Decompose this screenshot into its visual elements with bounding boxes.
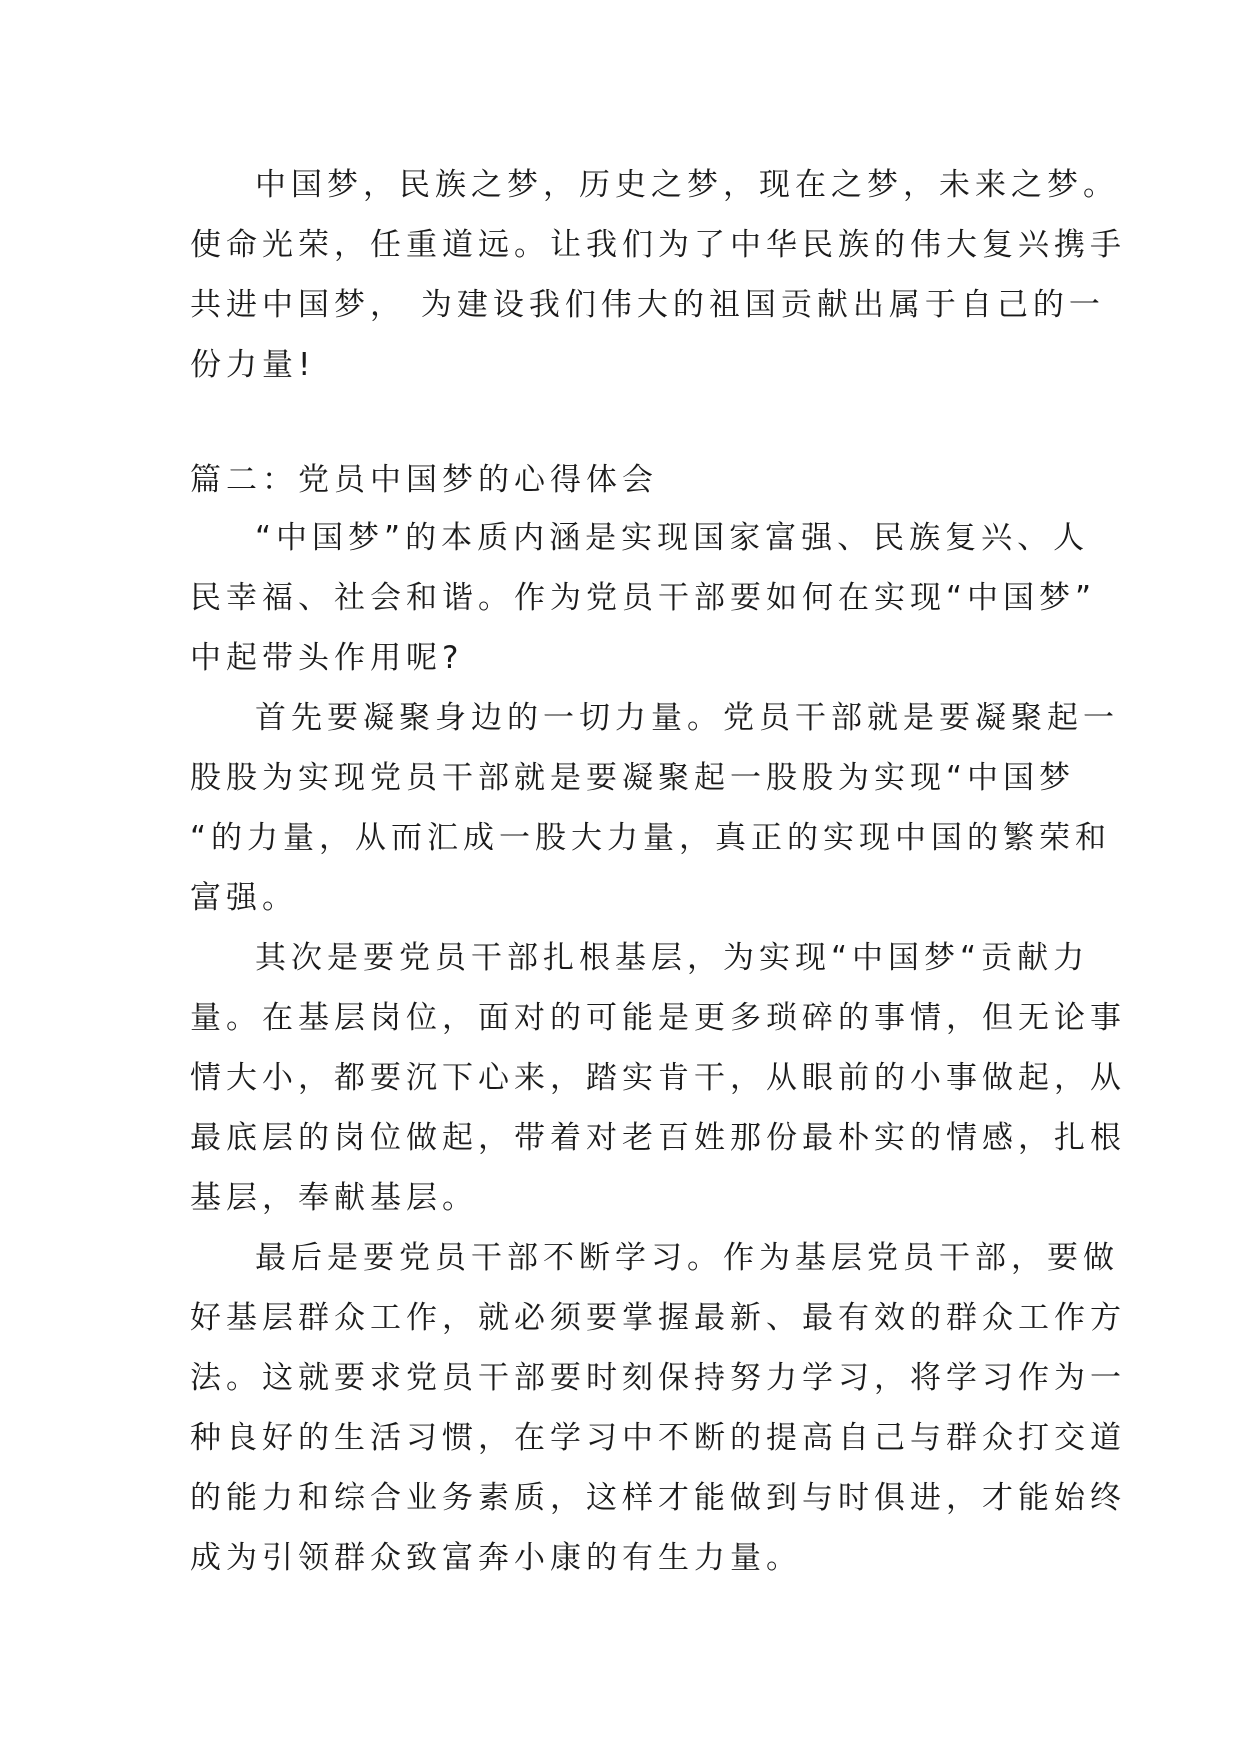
paragraph-3-line-3: “的力量，从而汇成一股大力量，真正的实现中国的繁荣和	[190, 820, 1112, 856]
paragraph-5-line-5: 的能力和综合业务素质，这样才能做到与时俱进，才能始终	[190, 1480, 1126, 1516]
paragraph-2-line-2: 民幸福、社会和谐。作为党员干部要如何在实现“中国梦”	[190, 580, 1097, 616]
paragraph-1-line-2: 使命光荣，任重道远。让我们为了中华民族的伟大复兴携手	[190, 227, 1126, 263]
paragraph-3-line-2: 股股为实现党员干部就是要凝聚起一股股为实现“中国梦	[190, 760, 1076, 796]
paragraph-4-line-2: 量。在基层岗位，面对的可能是更多琐碎的事情，但无论事	[190, 1000, 1126, 1036]
paragraph-2-line-1: “中国梦”的本质内涵是实现国家富强、民族复兴、人	[255, 520, 1090, 556]
paragraph-1-line-3: 共进中国梦， 为建设我们伟大的祖国贡献出属于自己的一	[190, 287, 1105, 323]
paragraph-4-line-4: 最底层的岗位做起，带着对老百姓那份最朴实的情感，扎根	[190, 1120, 1126, 1156]
paragraph-3-line-4: 富强。	[190, 880, 298, 916]
paragraph-1-line-4: 份力量!	[190, 347, 316, 383]
paragraph-5-line-3: 法。这就要求党员干部要时刻保持努力学习，将学习作为一	[190, 1360, 1126, 1396]
paragraph-4-line-1: 其次是要党员干部扎根基层，为实现“中国梦“贡献力	[255, 940, 1090, 976]
paragraph-4-line-3: 情大小，都要沉下心来，踏实肯干，从眼前的小事做起，从	[190, 1060, 1126, 1096]
section-heading: 篇二：党员中国梦的心得体会	[190, 462, 658, 498]
paragraph-3-line-1: 首先要凝聚身边的一切力量。党员干部就是要凝聚起一	[255, 700, 1119, 736]
paragraph-5-line-1: 最后是要党员干部不断学习。作为基层党员干部，要做	[255, 1240, 1119, 1276]
paragraph-2-line-3: 中起带头作用呢?	[190, 640, 464, 676]
paragraph-5-line-6: 成为引领群众致富奔小康的有生力量。	[190, 1540, 802, 1576]
paragraph-5-line-4: 种良好的生活习惯，在学习中不断的提高自己与群众打交道	[190, 1420, 1126, 1456]
paragraph-5-line-2: 好基层群众工作，就必须要掌握最新、最有效的群众工作方	[190, 1300, 1126, 1336]
paragraph-1-line-1: 中国梦，民族之梦，历史之梦，现在之梦，未来之梦。	[255, 167, 1119, 203]
paragraph-4-line-5: 基层，奉献基层。	[190, 1180, 478, 1216]
